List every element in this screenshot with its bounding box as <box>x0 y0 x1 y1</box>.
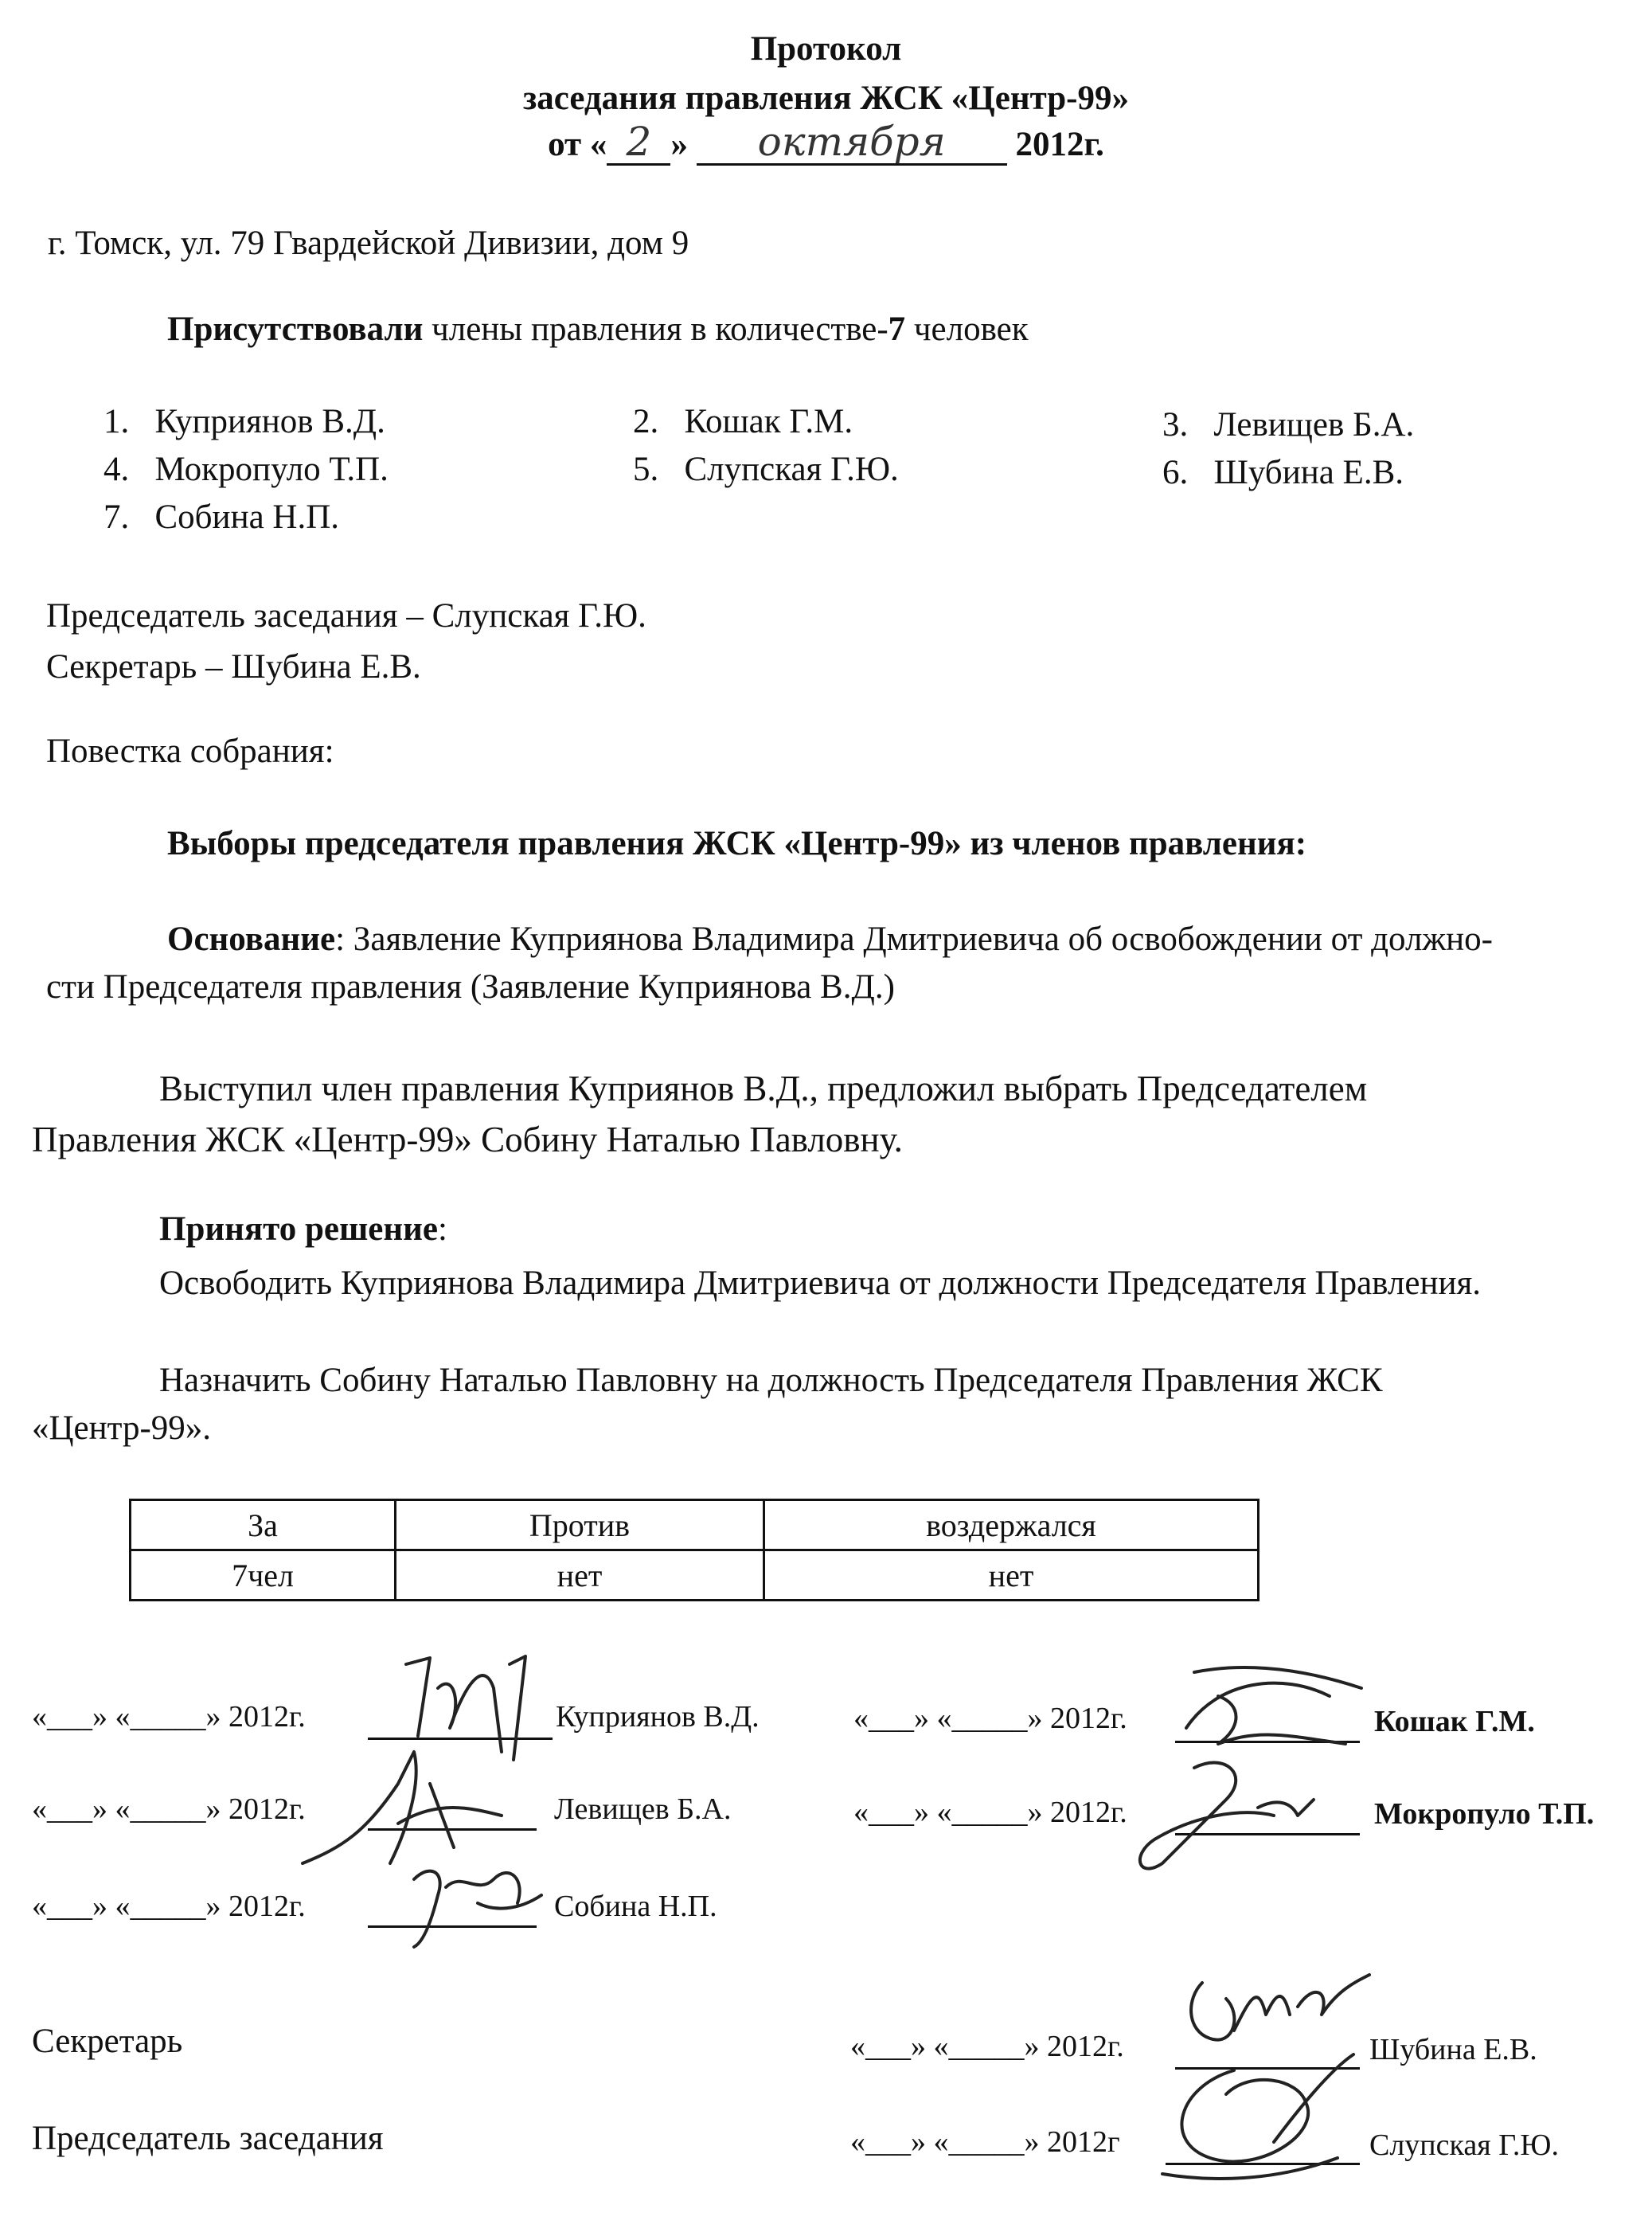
signature-date-short: «___» «_____» 2012г <box>850 2125 1120 2159</box>
vote-header-for: За <box>131 1500 396 1550</box>
attendance-text: члены правления в количестве- <box>423 311 888 348</box>
signature-scribble-mokropulo <box>1115 1752 1338 1879</box>
signature-name-koshak: Кошак Г.М. <box>1374 1705 1535 1738</box>
document-subtitle: заседания правления ЖСК «Центр-99» <box>523 80 1129 117</box>
member-item: 4. Мокропуло Т.П. <box>103 451 389 488</box>
signature-name-slupskaya: Слупская Г.Ю. <box>1369 2128 1559 2162</box>
date-mid: » <box>670 126 688 163</box>
basis-label: Основание <box>167 921 336 958</box>
decision-label: Принято решение <box>159 1210 439 1248</box>
signature-scribble-sobina <box>398 1847 557 1951</box>
decision-line-2a: Назначить Собину Наталью Павловну на должность Председателя Правления ЖСК <box>159 1362 1383 1399</box>
date-year: 2012г. <box>1015 126 1104 163</box>
date-month: октября <box>697 121 1007 166</box>
vote-header-against: Против <box>396 1500 764 1550</box>
signature-scribble-koshak <box>1170 1656 1377 1760</box>
vote-value-abstain: нет <box>764 1550 1259 1601</box>
signature-name-sobina: Собина Н.П. <box>554 1890 717 1923</box>
vote-value-for: 7чел <box>131 1550 396 1601</box>
table-row <box>131 1500 1259 1550</box>
date-prefix: от « <box>548 126 607 163</box>
signature-scribble-slupskaya <box>1115 2039 1369 2198</box>
attendance-label: Присутствовали <box>167 311 424 348</box>
date-day: 2 <box>607 121 670 166</box>
member-item: 5. Слупская Г.Ю. <box>633 451 899 488</box>
signature-date: «___» «_____» 2012г. <box>32 1890 306 1923</box>
decision-line-1: Освободить Куприянова Владимира Дмитриевича от должности Председателя Правления. <box>159 1265 1482 1302</box>
vote-value-against: нет <box>396 1550 764 1601</box>
signature-date: «___» «_____» 2012г. <box>853 1796 1127 1829</box>
speech-line-1: Выступил член правления Куприянов В.Д., предложил выбрать Председателем <box>159 1069 1368 1108</box>
basis-line-2: сти Председателя правления (Заявление Куприянова В.Д.) <box>46 968 895 1006</box>
footer-secretary-label: Секретарь <box>32 2023 183 2060</box>
basis-line-1: Основание: Заявление Куприянова Владимира Дмитриевича об освобождении от должно- <box>167 921 1493 958</box>
member-item: 7. Собина Н.П. <box>103 498 340 536</box>
member-item: 3. Левищев Б.А. <box>1162 406 1415 444</box>
signature-name-mokropulo: Мокропуло Т.П. <box>1374 1797 1595 1831</box>
signature-date: «___» «_____» 2012г. <box>32 1700 306 1734</box>
vote-table <box>129 1499 1260 1601</box>
signature-name-shubina: Шубина Е.В. <box>1369 2033 1537 2066</box>
signature-date: «___» «_____» 2012г. <box>32 1792 306 1826</box>
signature-date: «___» «_____» 2012г. <box>853 1702 1127 1735</box>
chairman-line: Председатель заседания – Слупская Г.Ю. <box>46 597 646 635</box>
signature-name-kupriyanov: Куприянов В.Д. <box>556 1700 760 1734</box>
speech-line-2: Правления ЖСК «Центр-99» Собину Наталью Павловну. <box>32 1120 903 1159</box>
attendance-line <box>167 309 1029 350</box>
vote-header-abstain: воздержался <box>764 1500 1259 1550</box>
agenda-label: Повестка собрания: <box>46 733 334 770</box>
member-item: 6. Шубина Е.В. <box>1162 454 1404 491</box>
document-date <box>0 121 1652 166</box>
signature-name-levishchev: Левищев Б.А. <box>554 1792 732 1826</box>
member-item: 2. Кошак Г.М. <box>633 403 853 440</box>
table-row <box>131 1550 1259 1601</box>
attendance-count: 7 <box>888 311 906 348</box>
member-item: 1. Куприянов В.Д. <box>103 403 385 440</box>
decision-line-2b: «Центр-99». <box>32 1409 212 1447</box>
address: г. Томск, ул. 79 Гвардейской Дивизии, дом 9 <box>48 225 689 262</box>
decision-heading: Принято решение: <box>159 1210 447 1248</box>
agenda-item: Выборы председателя правления ЖСК «Центр-99» из членов правления: <box>167 825 1307 862</box>
secretary-line: Секретарь – Шубина Е.В. <box>46 648 421 686</box>
signature-date: «___» «_____» 2012г. <box>850 2030 1124 2063</box>
footer-chairman-label: Председатель заседания <box>32 2120 384 2157</box>
attendance-suffix: человек <box>905 311 1029 348</box>
document-title: Протокол <box>750 30 902 68</box>
